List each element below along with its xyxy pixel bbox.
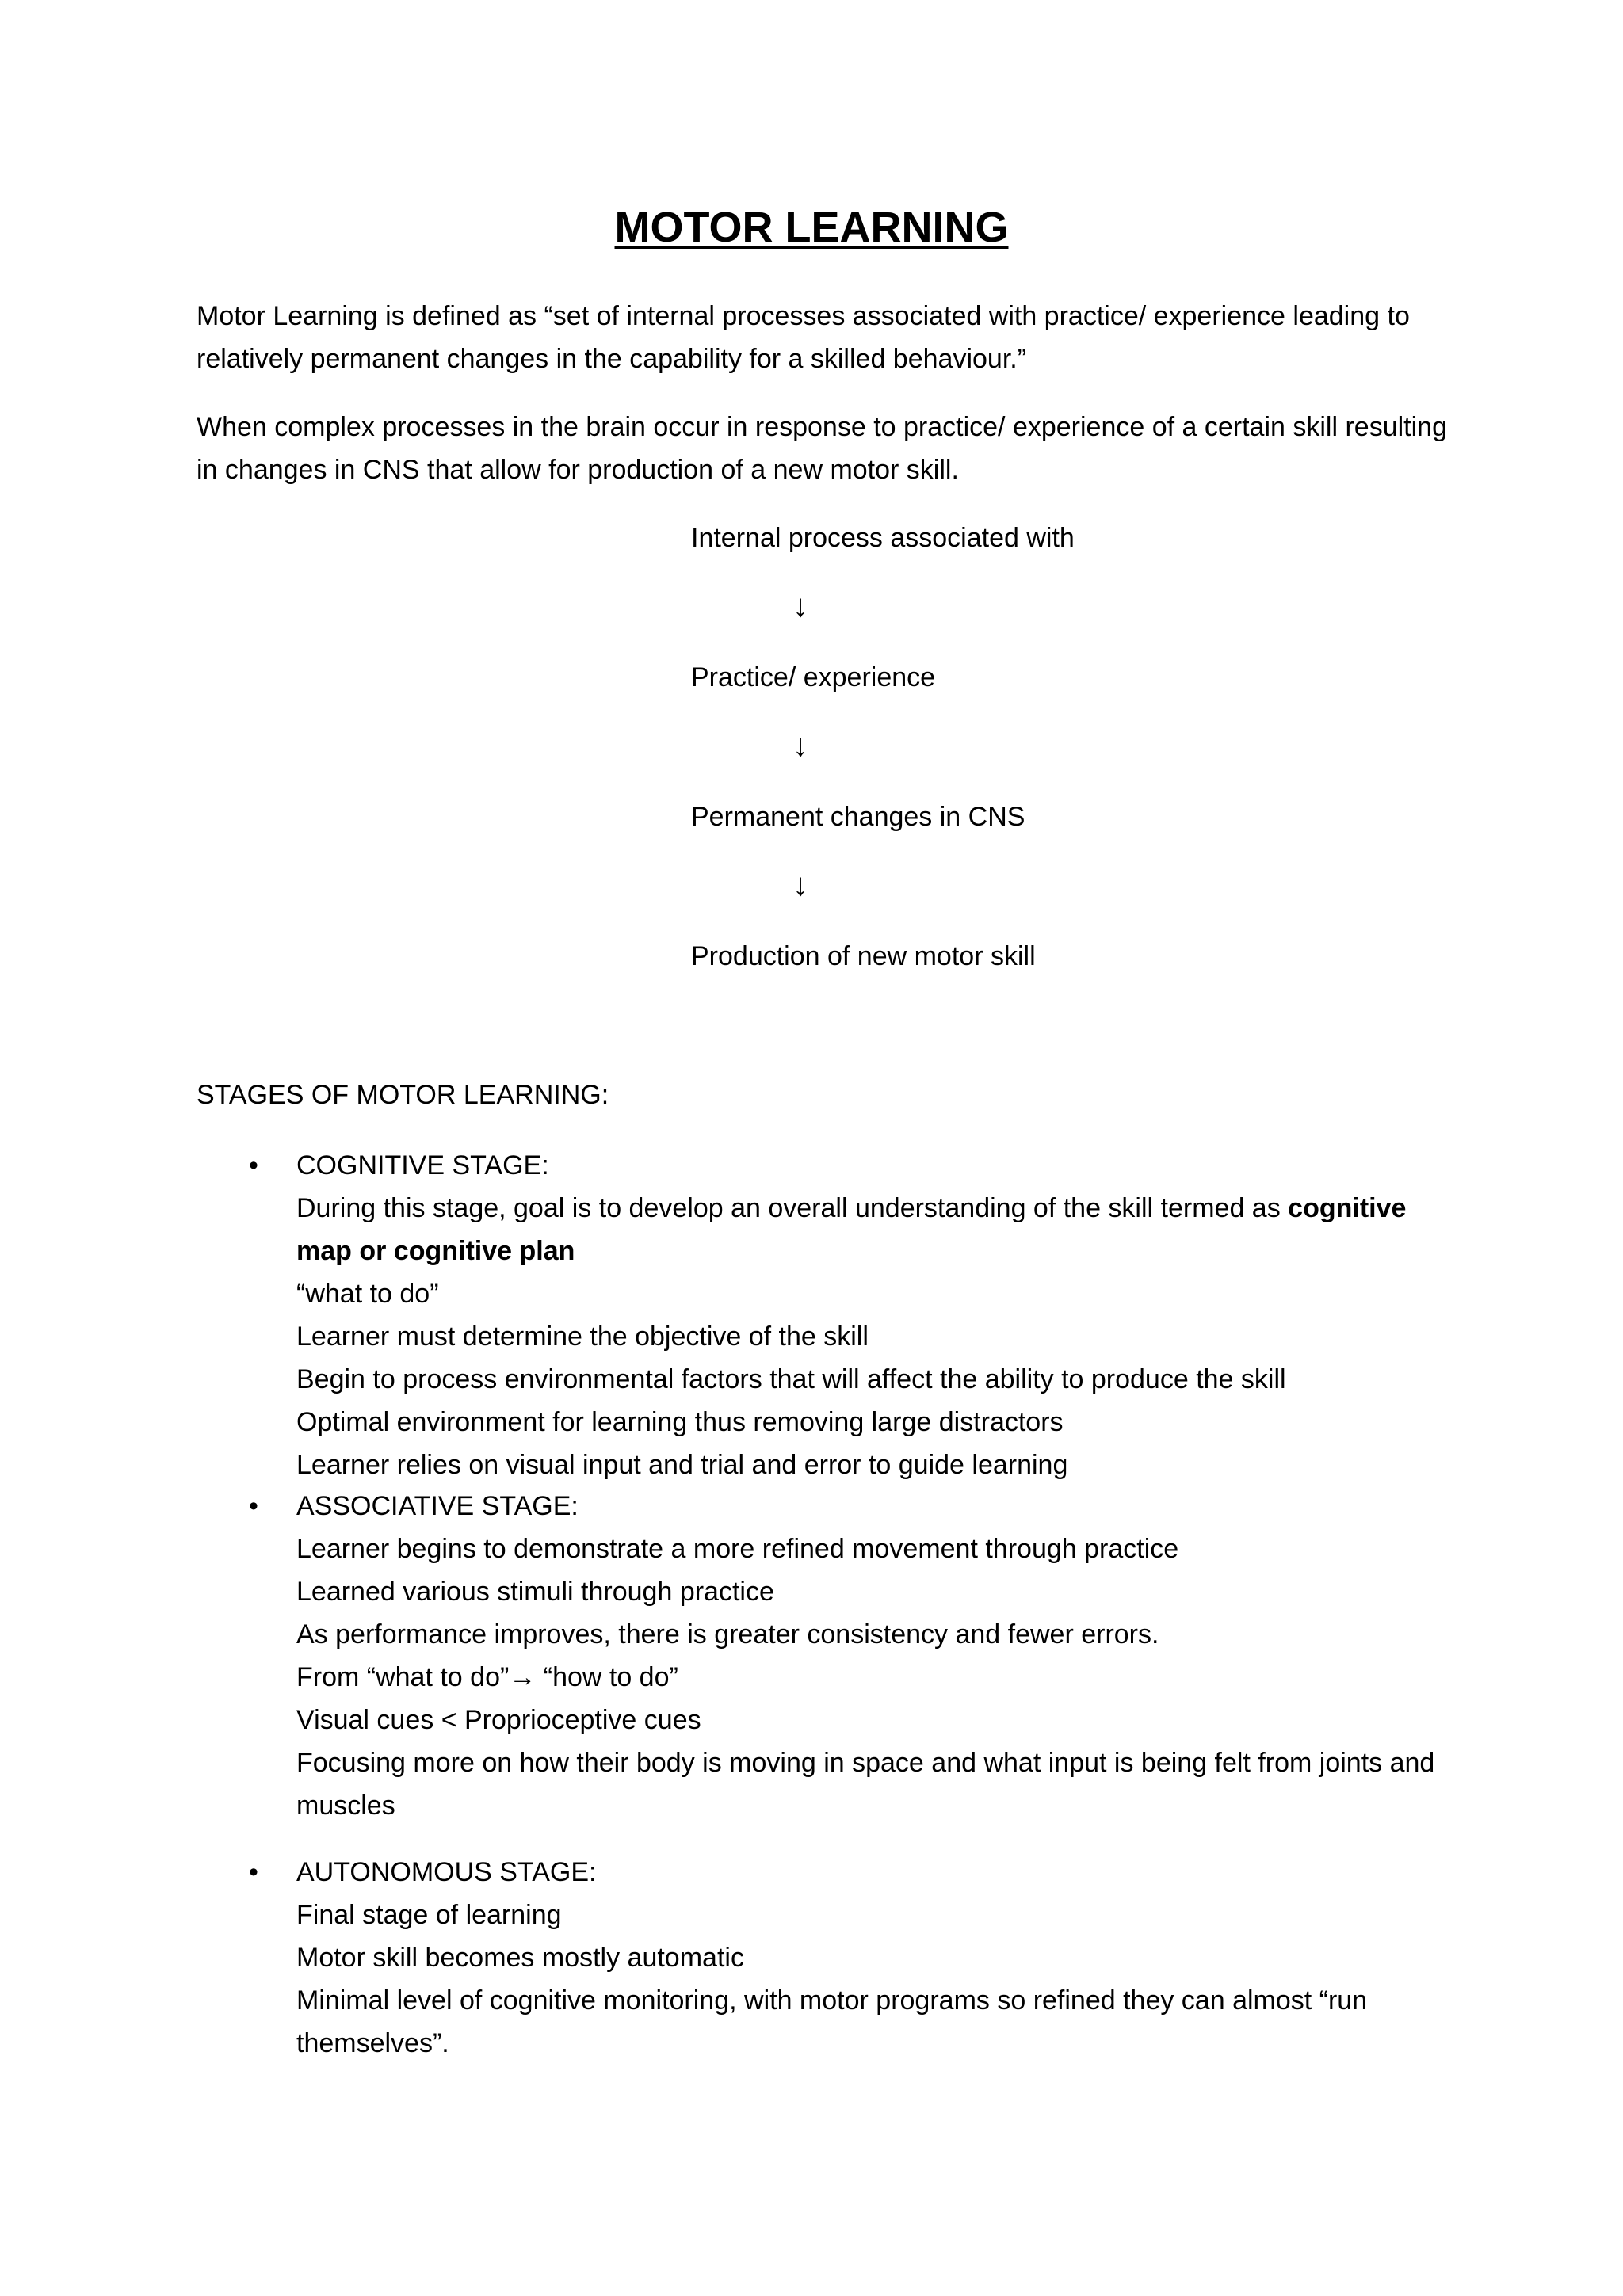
flow-step-permanent-changes: Permanent changes in CNS <box>691 802 1025 832</box>
stage-description <box>296 1187 1453 1272</box>
flow-step-production: Production of new motor skill <box>691 941 1036 971</box>
stage-line: Visual cues < Proprioceptive cues <box>296 1705 701 1735</box>
down-arrow-icon: ↓ <box>792 868 808 902</box>
stage-line: Minimal level of cognitive monitoring, with motor programs so refined they can almost “run themselves”. <box>296 1985 1368 2058</box>
stage-line: Final stage of learning <box>296 1900 562 1930</box>
stage-line: “what to do” <box>296 1279 439 1309</box>
stage-line: Learner relies on visual input and trial and error to guide learning <box>296 1450 1068 1480</box>
stage-line: Learner begins to demonstrate a more refined movement through practice <box>296 1534 1179 1564</box>
stage-line: Learner must determine the objective of the skill <box>296 1322 869 1352</box>
stage-name: ASSOCIATIVE STAGE: <box>296 1491 579 1521</box>
stage-body <box>296 1851 1453 2065</box>
stages-heading: STAGES OF MOTOR LEARNING: <box>197 1080 609 1110</box>
stage-line: Begin to process environmental factors that will affect the ability to produce the skill <box>296 1364 1286 1394</box>
stage-line: Focusing more on how their body is moving in space and what input is being felt from joints and muscles <box>296 1748 1435 1821</box>
bullet-icon: • <box>249 1857 258 1887</box>
down-arrow-icon: ↓ <box>792 728 808 763</box>
stage-description-text: During this stage, goal is to develop an overall understanding of the skill termed as <box>296 1193 1289 1223</box>
stage-body <box>296 1144 1453 1486</box>
definition-paragraph: Motor Learning is defined as “set of internal processes associated with practice/ experience leading to relatively permanent changes in the capability for a skilled behaviour.” <box>197 301 1410 374</box>
flow-step-practice: Practice/ experience <box>691 662 936 692</box>
down-arrow-icon: ↓ <box>792 589 808 624</box>
bullet-icon: • <box>249 1491 258 1521</box>
stage-name: AUTONOMOUS STAGE: <box>296 1857 597 1887</box>
stage-line: Learned various stimuli through practice <box>296 1577 774 1607</box>
bullet-icon: • <box>249 1150 258 1180</box>
page-title-text: MOTOR LEARNING <box>614 204 1009 251</box>
explanation-paragraph: When complex processes in the brain occur in response to practice/ experience of a certain skill resulting in changes in CNS that allow for production of a new motor skill. <box>197 412 1447 485</box>
stage-name: COGNITIVE STAGE: <box>296 1150 549 1180</box>
stage-line: Motor skill becomes mostly automatic <box>296 1943 744 1973</box>
stage-line: From “what to do”→ “how to do” <box>296 1662 678 1692</box>
flow-step-internal-process: Internal process associated with <box>691 523 1075 553</box>
stage-description-bold: cognitive map or cognitive plan <box>296 1193 1407 1266</box>
stage-line: As performance improves, there is greater consistency and fewer errors. <box>296 1619 1159 1650</box>
stage-body <box>296 1485 1453 1827</box>
page-title <box>0 200 1623 255</box>
stage-line: Optimal environment for learning thus removing large distractors <box>296 1407 1064 1437</box>
